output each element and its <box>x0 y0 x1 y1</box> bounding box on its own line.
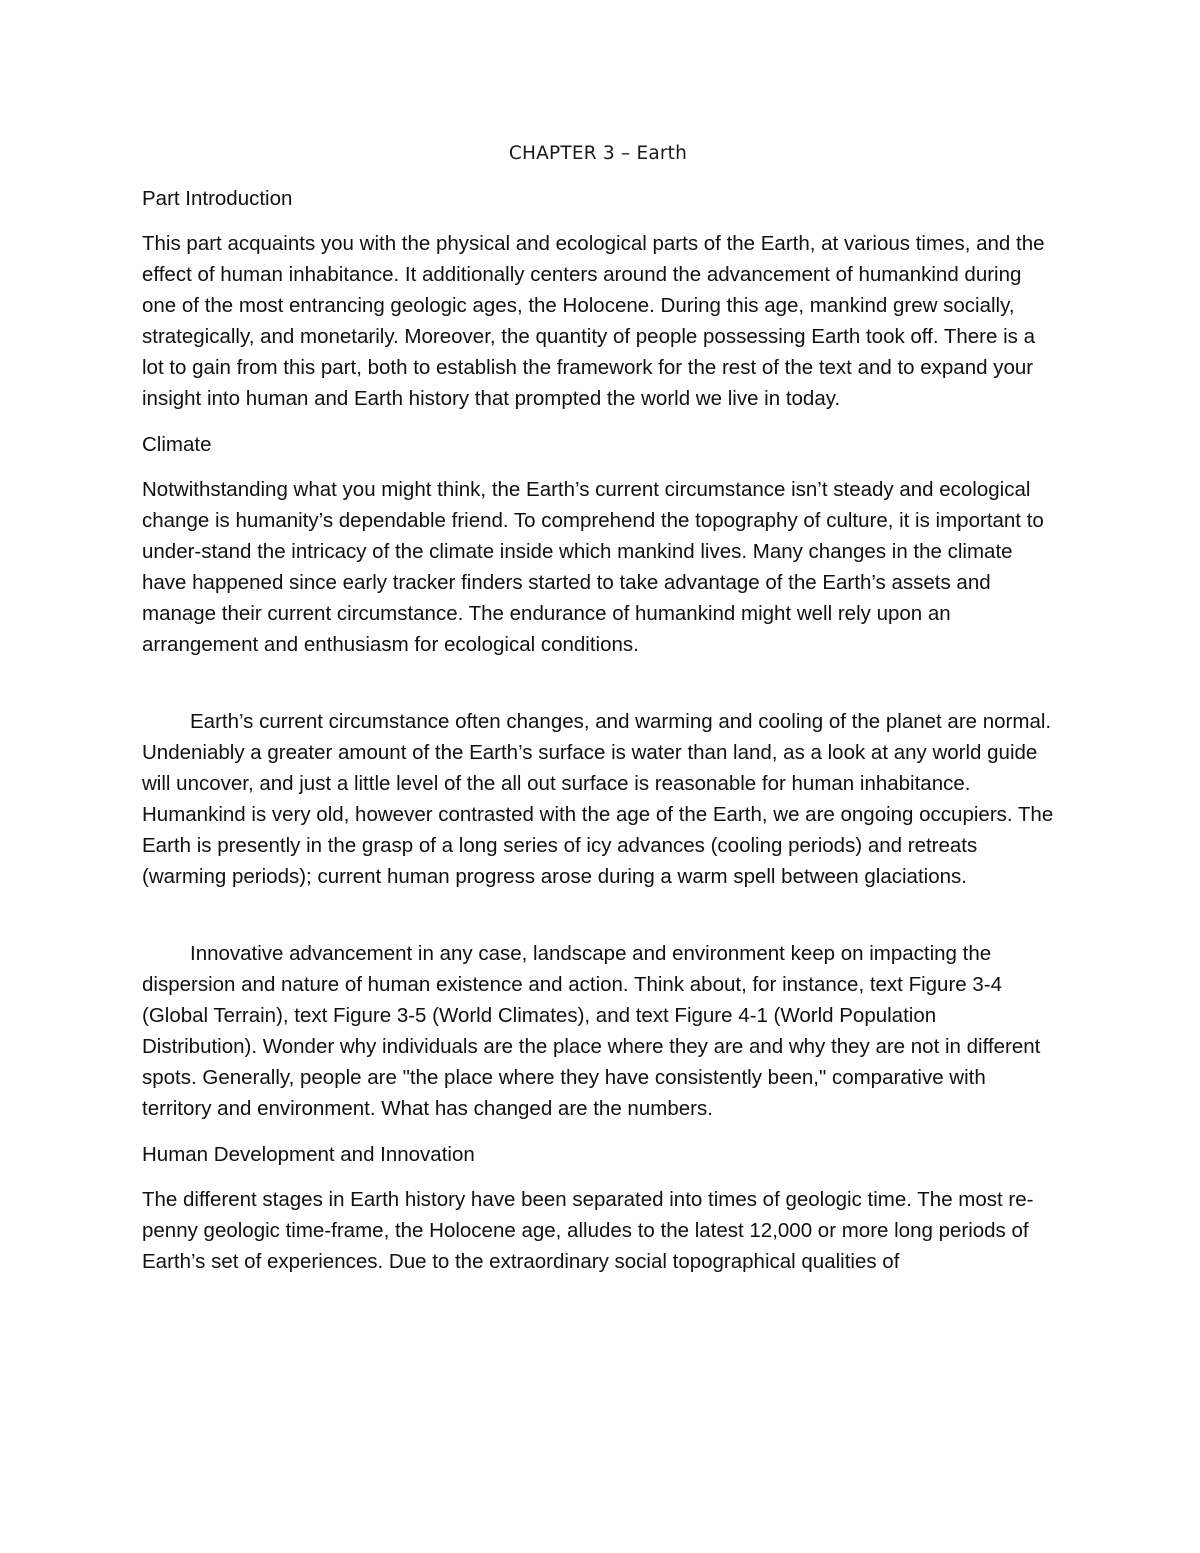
paragraph-climate-1: Notwithstanding what you might think, the Earth’s current circumstance isn’t steady and ecological change is humanity’s dependable friend. To comprehend the topography of culture, it is important to under-stand the intricacy of the climate inside which mankind lives. Many changes in the climate have happened since early tracker finders started to take advantage of the Earth’s assets and manage their current circumstance. The endurance of humankind might well rely upon an arrangement and enthusiasm for ecological conditions. <box>142 478 1044 656</box>
section-heading-climate: Climate <box>142 433 212 456</box>
blank-line <box>142 675 1054 706</box>
section-heading-part-introduction: Part Introduction <box>142 187 293 210</box>
paragraph-human-development-1: The different stages in Earth history have been separated into times of geologic time. The most re-penny geologic time-frame, the Holocene age, alludes to the latest 12,000 or more long periods of Earth’s set of experiences. Due to the extraordinary social topographical qualities of <box>142 1188 1034 1273</box>
blank-line <box>142 907 1054 938</box>
paragraph-part-introduction: This part acquaints you with the physical and ecological parts of the Earth, at various times, and the effect of human inhabitance. It additionally centers around the advancement of humankind during one of the most entrancing geologic ages, the Holocene. During this age, mankind grew socially, strategically, and monetarily. Moreover, the quantity of people possessing Earth took off. There is a lot to gain from this part, both to establish the framework for the rest of the text and to expand your insight into human and Earth history that prompted the world we live in today. <box>142 232 1045 410</box>
paragraph-climate-3: Innovative advancement in any case, landscape and environment keep on impacting the dispersion and nature of human existence and action. Think about, for instance, text Figure 3-4 (Global Terrain), text Figure 3-5 (World Climates), and text Figure 4-1 (World Population Distribution). Wonder why individuals are the place where they are and why they are not in different spots. Generally, people are "the place where they have consistently been," comparative with territory and environment. What has changed are the numbers. <box>142 942 1041 1120</box>
chapter-title: CHAPTER 3 – Earth <box>508 143 688 164</box>
paragraph-climate-2: Earth’s current circumstance often changes, and warming and cooling of the planet are normal. Undeniably a greater amount of the Earth’s surface is water than land, as a look at any world guide will uncover, and just a little level of the all out surface is reasonable for human inhabitance. Humankind is very old, however contrasted with the age of the Earth, we are ongoing occupiers. The Earth is presently in the grasp of a long series of icy advances (cooling periods) and retreats (warming periods); current human progress arose during a warm spell between glaciations. <box>142 710 1054 888</box>
section-heading-human-development: Human Development and Innovation <box>142 1143 475 1166</box>
document-body <box>142 140 1054 1292</box>
